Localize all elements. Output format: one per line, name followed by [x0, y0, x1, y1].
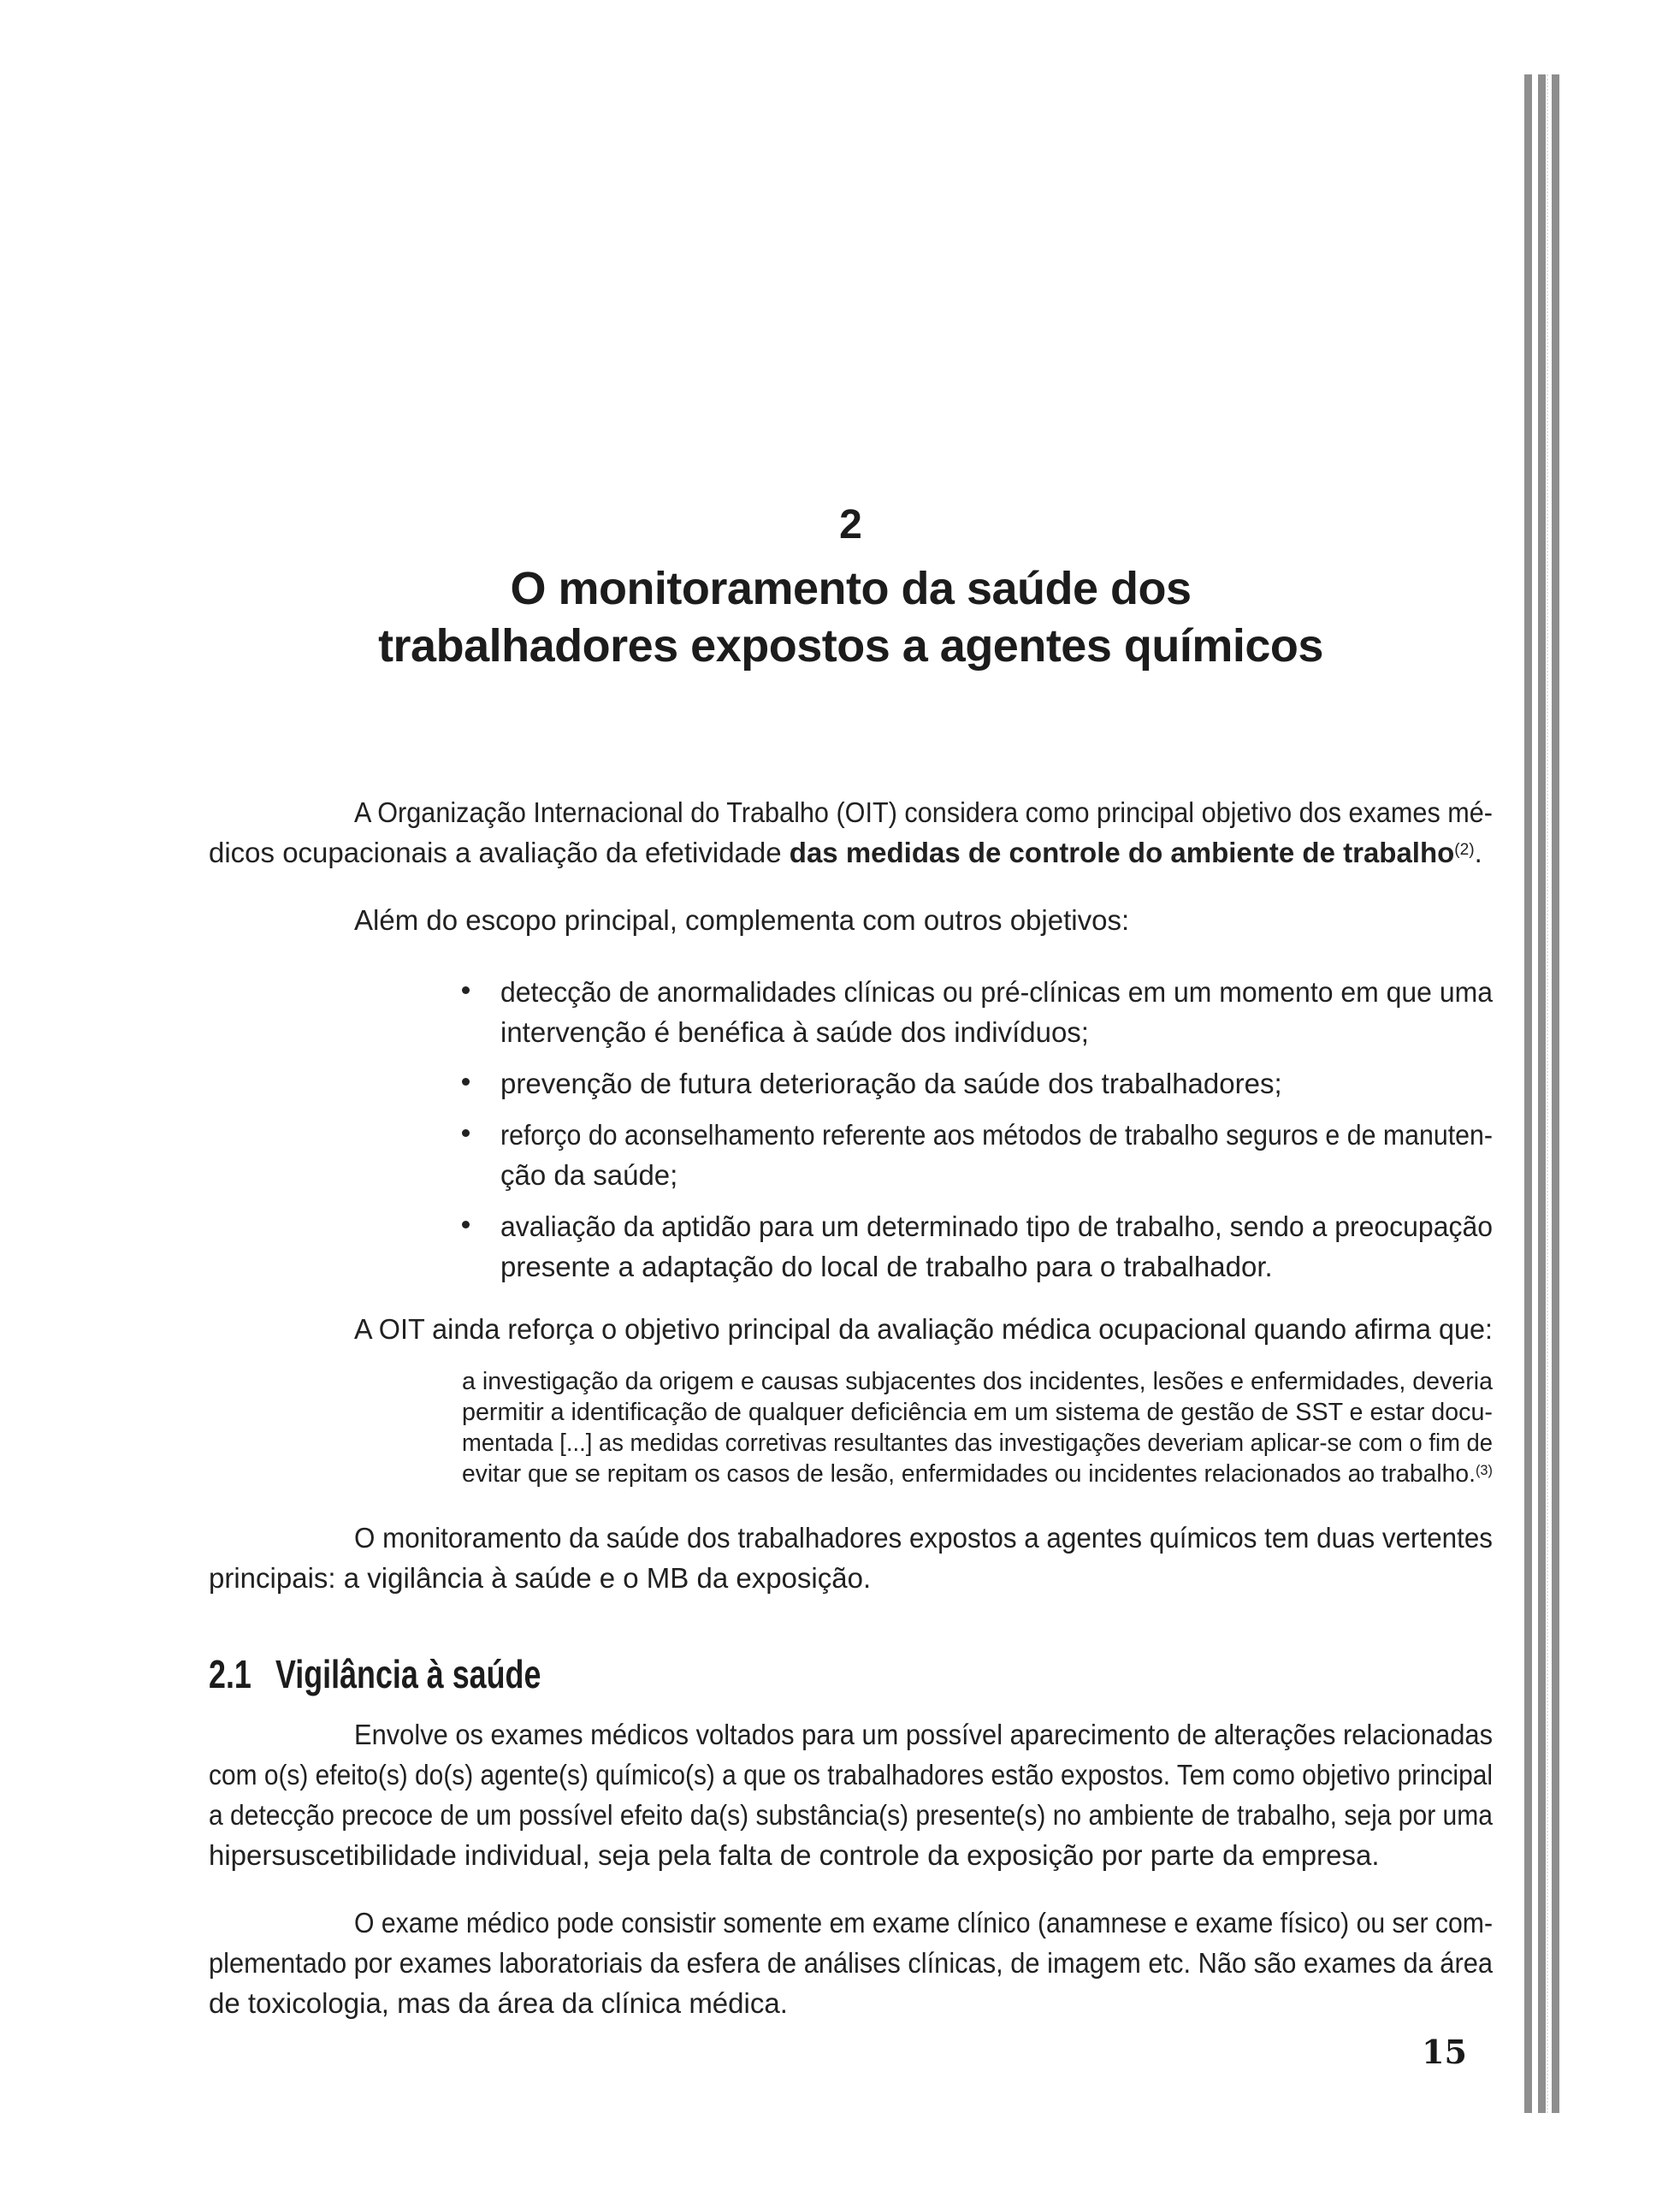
page-number: 15 — [1422, 2033, 1467, 2071]
text-line: A Organização Internacional do Trabalho (OIT) considera como principal objetivo dos exames mé- — [354, 796, 1493, 828]
text-line: hipersuscetibilidade individual, seja pela falta de controle da exposição por parte da empresa. — [209, 1839, 1380, 1871]
list-item — [209, 972, 1493, 1052]
list-item — [209, 1115, 1493, 1195]
chapter-title-line-1: O monitoramento da saúde dos — [510, 563, 1192, 614]
text-line: detecção de anormalidades clínicas ou pré-clínicas em um momento em que uma — [500, 976, 1493, 1008]
text-line: a detecção precoce de um possível efeito da(s) substância(s) presente(s) no ambiente de trabalho, seja por uma — [209, 1799, 1493, 1831]
text-line: prevenção de futura deterioração da saúde dos trabalhadores; — [500, 1068, 1282, 1099]
bullet-text — [500, 1115, 1493, 1195]
bullet-text — [500, 1063, 1493, 1104]
text-line: A OIT ainda reforça o objetivo principal da avaliação médica ocupacional quando afirma que: — [354, 1313, 1493, 1345]
text-line: de toxicologia, mas da área da clínica médica. — [209, 1987, 788, 2019]
bullet-dot-icon — [462, 1129, 470, 1137]
section-title: Vigilância à saúde — [275, 1652, 541, 1696]
text-line: mentada [...] as medidas corretivas resultantes das investigações deveriam aplicar-se com o fim de — [462, 1429, 1493, 1457]
paragraph-intro — [209, 792, 1493, 878]
section-heading — [209, 1650, 1210, 1698]
chapter-number: 2 — [839, 502, 862, 548]
bullet-list — [209, 972, 1493, 1287]
text-line: Além do escopo principal, complementa com outros objetivos: — [354, 904, 1130, 936]
text-line: avaliação da aptidão para um determinado tipo de trabalho, sendo a preocupação — [500, 1210, 1493, 1242]
list-item — [209, 1206, 1493, 1287]
list-item — [209, 1063, 1493, 1104]
chapter-title-line-2: trabalhadores expostos a agentes químicos — [378, 620, 1323, 672]
text-line: ção da saúde; — [500, 1159, 678, 1191]
paragraph-exame — [209, 1903, 1493, 2023]
paragraph-vertentes — [209, 1518, 1493, 1598]
paragraph-oit — [209, 1309, 1493, 1349]
stripe — [1524, 74, 1532, 2113]
text-line: principais: a vigilância à saúde e o MB da exposição. — [209, 1562, 872, 1594]
bullet-text — [500, 1206, 1493, 1287]
text-line: intervenção é benéfica à saúde dos indivíduos; — [500, 1016, 1089, 1048]
bullet-dot-icon — [462, 1078, 470, 1086]
text-line: evitar que se repitam os casos de lesão, enfermidades ou incidentes relacionados ao trabalho.$^{(3)}$ — [462, 1460, 1493, 1488]
text-line: O exame médico pode consistir somente em exame clínico (anamnese e exame físico) ou ser com- — [354, 1907, 1493, 1938]
text-line: O monitoramento da saúde dos trabalhadores expostos a agentes químicos tem duas vertentes — [354, 1522, 1493, 1554]
stripe — [1552, 74, 1559, 2113]
text-line: plementado por exames laboratoriais da esfera de análises clínicas, de imagem etc. Não são exames da área — [209, 1947, 1493, 1979]
bullet-dot-icon — [462, 1221, 470, 1228]
stripe-dotted-line — [1547, 74, 1548, 2113]
block-quote — [462, 1366, 1493, 1493]
section-number: 2.1 — [209, 1652, 251, 1696]
text-line: a investigação da origem e causas subjacentes dos incidentes, lesões e enfermidades, deveria — [462, 1368, 1493, 1395]
binding-stripes — [1524, 74, 1559, 2113]
chapter-title — [209, 560, 1493, 675]
stripe — [1538, 74, 1546, 2113]
bullet-text — [500, 972, 1493, 1052]
text-line: com o(s) efeito(s) do(s) agente(s) químico(s) a que os trabalhadores estão expostos. Tem como objetivo principal — [209, 1759, 1493, 1790]
text-line: Envolve os exames médicos voltados para um possível aparecimento de alterações relacionadas — [354, 1719, 1493, 1750]
paragraph-envolve — [209, 1714, 1493, 1875]
bullet-dot-icon — [462, 986, 470, 994]
text-line: dicos ocupacionais a avaliação da efetividade das medidas de controle do ambiente de trabalho$^{(2)}$. — [209, 837, 1482, 868]
text-line: permitir a identificação de qualquer deficiência em um sistema de gestão de SST e estar docu- — [462, 1399, 1493, 1426]
text-block — [209, 500, 1493, 2023]
paragraph-scope — [209, 900, 1493, 940]
text-line: reforço do aconselhamento referente aos métodos de trabalho seguros e de manuten- — [500, 1119, 1493, 1151]
text-line: presente a adaptação do local de trabalho para o trabalhador. — [500, 1251, 1273, 1282]
